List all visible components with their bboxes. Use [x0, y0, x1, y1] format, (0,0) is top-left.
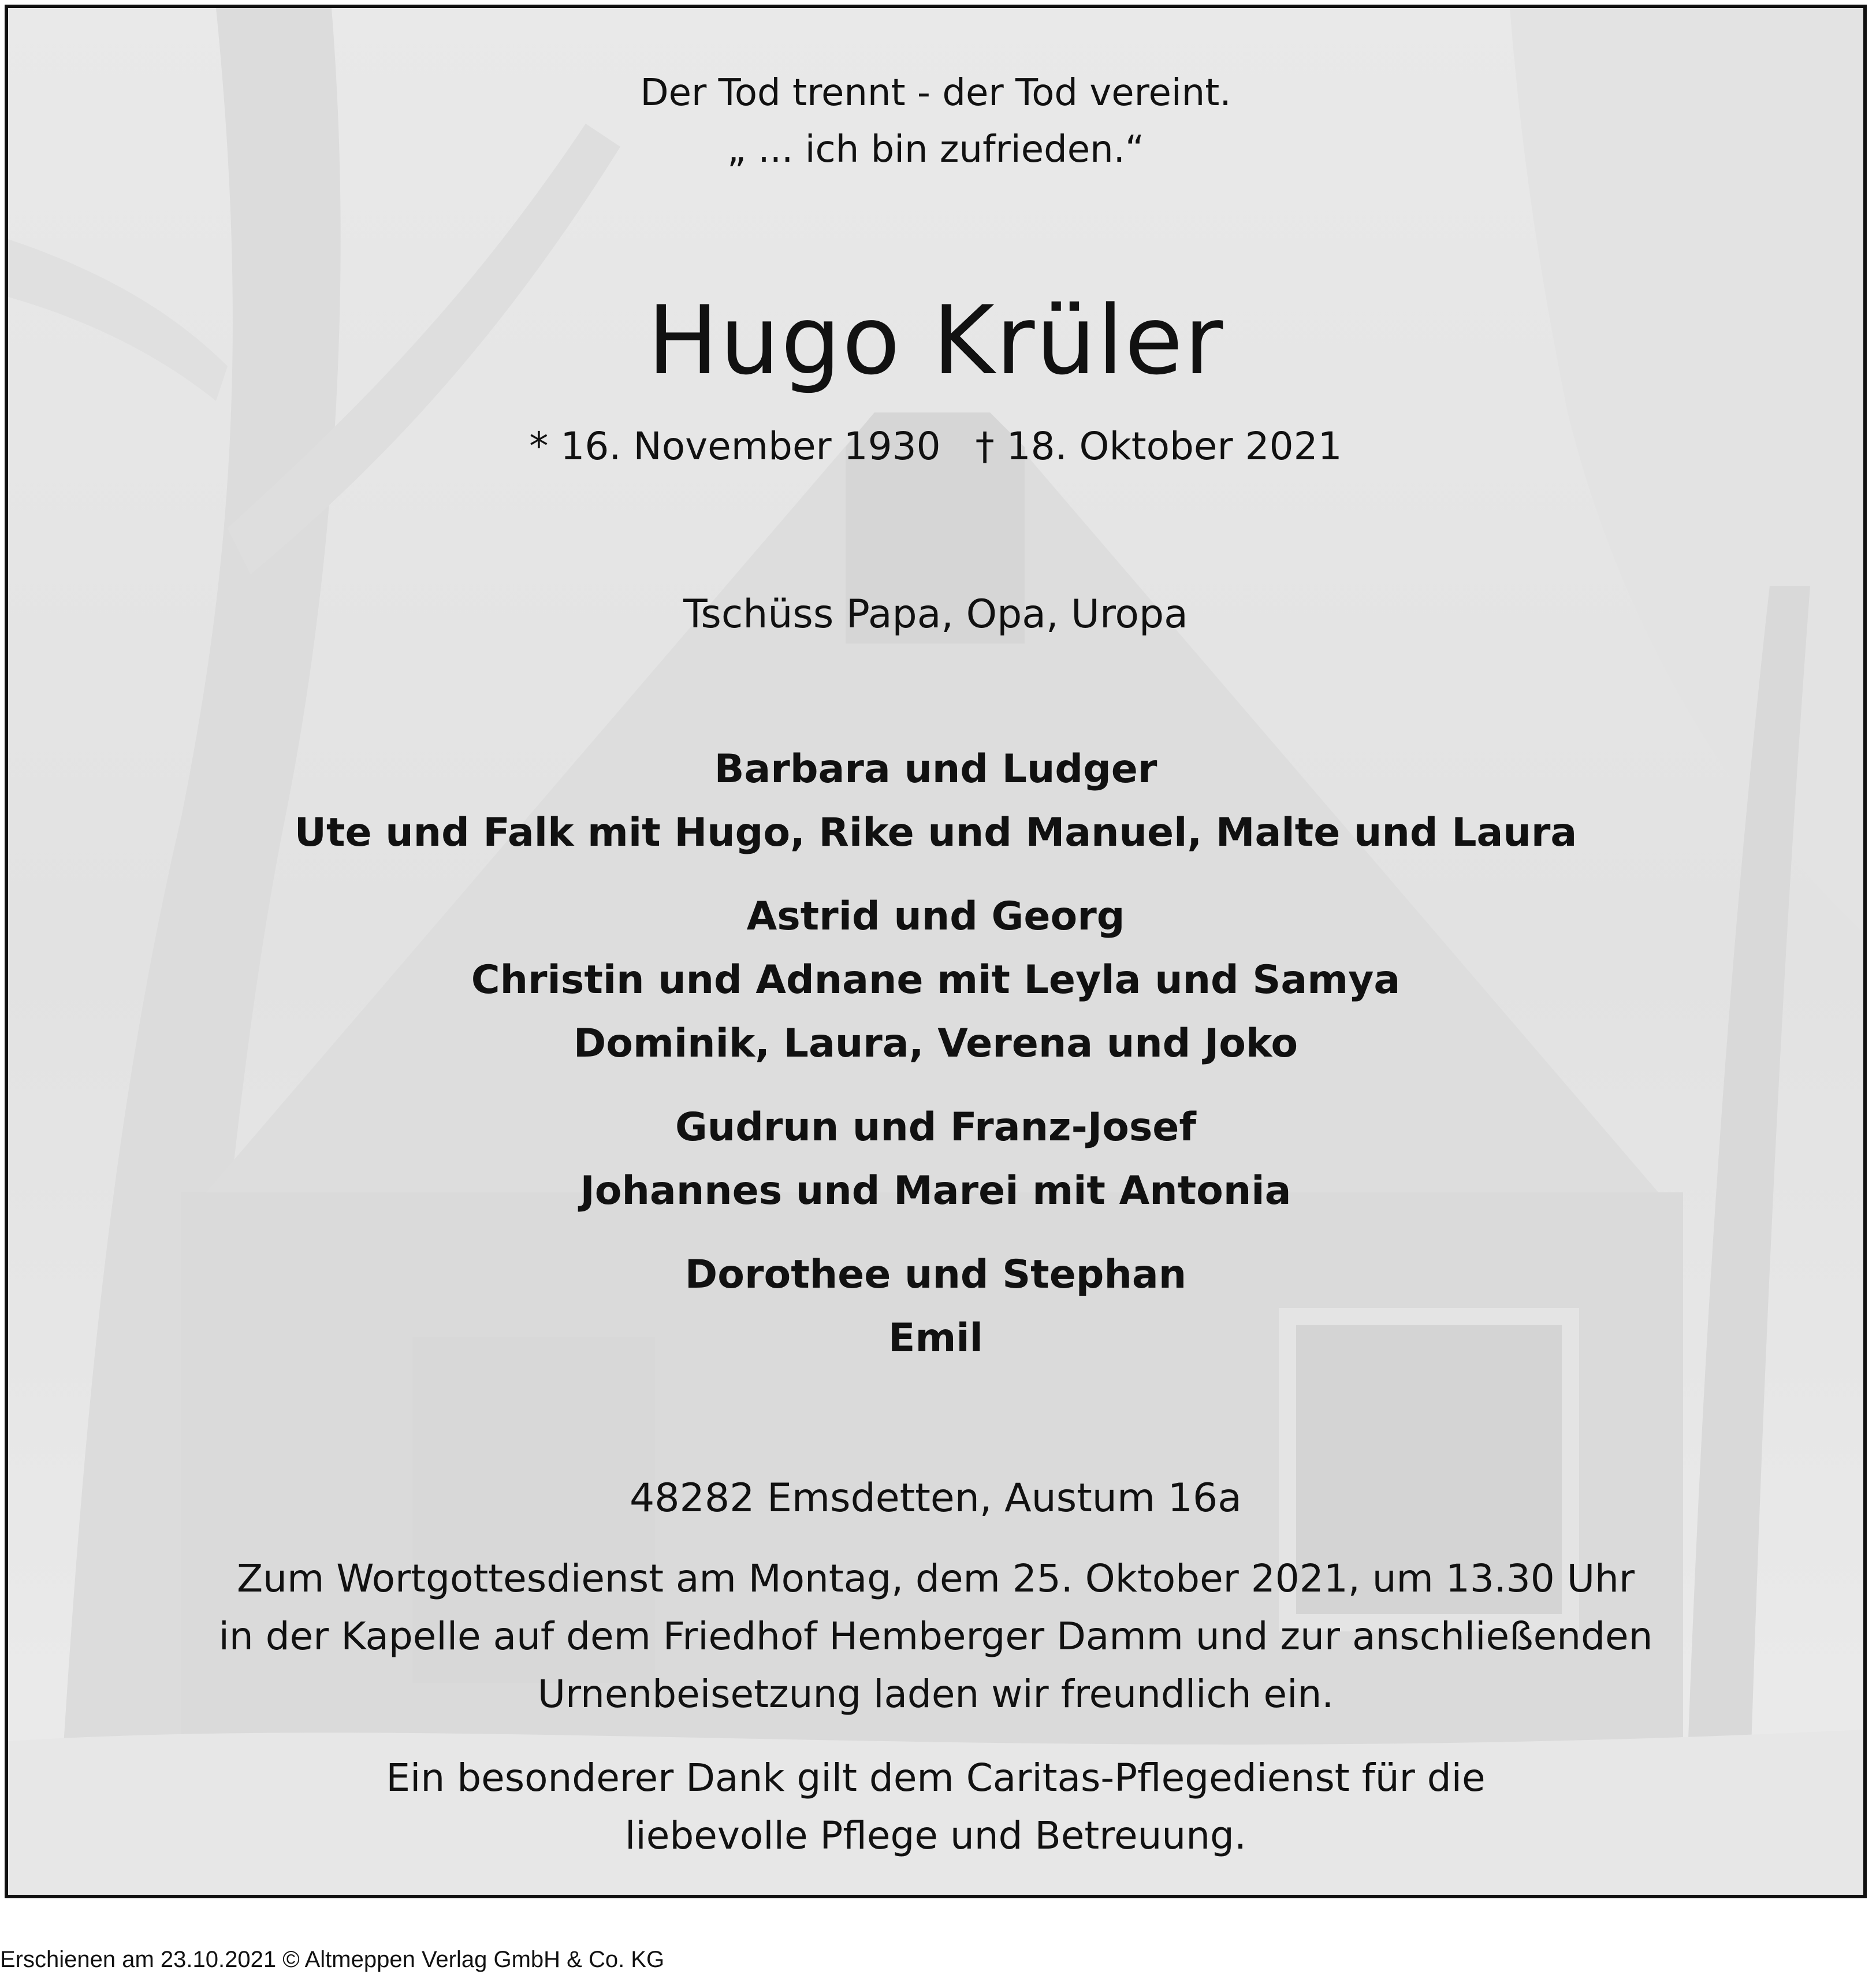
family-line: Dorothee und Stephan: [684, 1252, 1187, 1297]
family-line: Gudrun und Franz-Josef: [675, 1105, 1197, 1150]
address: 48282 Emsdetten, Austum 16a: [630, 1475, 1242, 1521]
publication-footer: Erschienen am 23.10.2021 © Altmeppen Verlag GmbH & Co. KG: [0, 1947, 665, 1972]
motto-line-1: Der Tod trennt - der Tod vereint.: [640, 72, 1231, 114]
thanks-line: Ein besonderer Dank gilt dem Caritas-Pflegedienst für die: [386, 1756, 1486, 1800]
service-line: in der Kapelle auf dem Friedhof Hemberger Damm und zur anschließenden: [218, 1614, 1653, 1659]
motto-line-2: „ ... ich bin zufrieden.“: [727, 128, 1145, 171]
obituary-notice: [5, 5, 1867, 1898]
thanks-line: liebevolle Pflege und Betreuung.: [625, 1813, 1246, 1858]
birth-date: * 16. November 1930: [529, 424, 941, 469]
service-line: Zum Wortgottesdienst am Montag, dem 25. Oktober 2021, um 13.30 Uhr: [236, 1556, 1635, 1601]
family-line: Christin und Adnane mit Leyla und Samya: [471, 957, 1401, 1003]
family-line: Barbara und Ludger: [714, 746, 1157, 792]
family-line: Ute und Falk mit Hugo, Rike und Manuel, Malte und Laura: [294, 810, 1577, 856]
family-line: Emil: [888, 1315, 983, 1361]
family-line: Johannes und Marei mit Antonia: [580, 1168, 1291, 1214]
family-line: Dominik, Laura, Verena und Joko: [573, 1021, 1298, 1066]
farewell-text: Tschüss Papa, Opa, Uropa: [683, 592, 1188, 637]
service-line: Urnenbeisetzung laden wir freundlich ein.: [537, 1672, 1334, 1716]
family-line: Astrid und Georg: [746, 894, 1125, 939]
life-dates: [8, 424, 1863, 469]
notice-content: [8, 8, 1863, 1895]
deceased-name: Hugo Krüler: [647, 285, 1224, 396]
death-date: † 18. Oktober 2021: [975, 424, 1342, 469]
